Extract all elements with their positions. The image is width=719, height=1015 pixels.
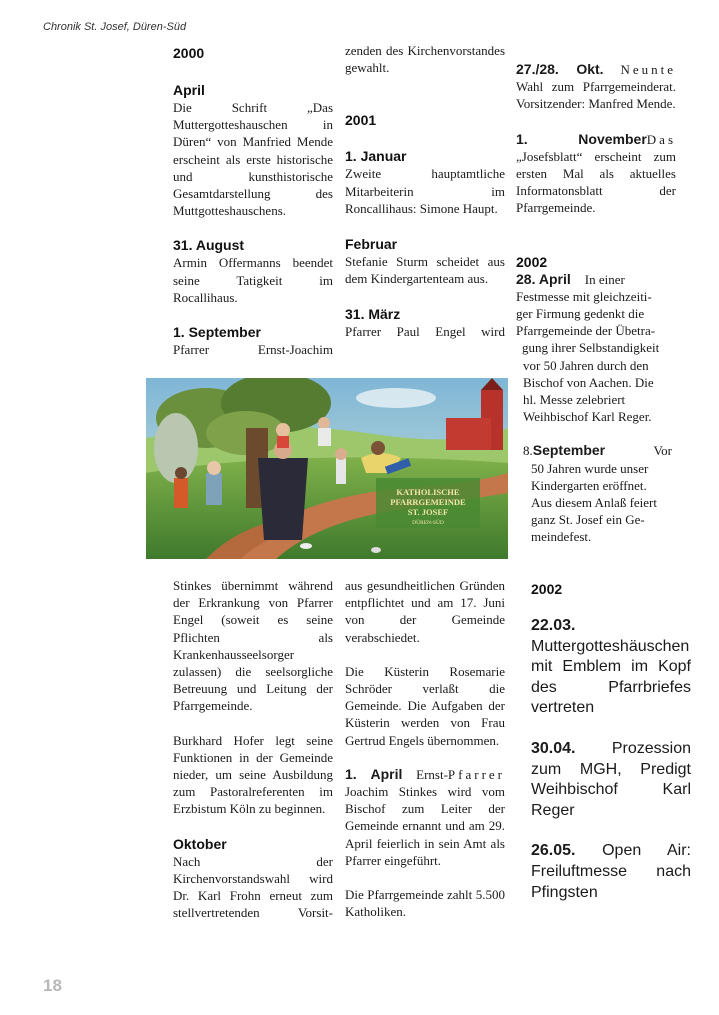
entry-text: Ernst-Joachim Stinkes wird vom Bischof zum Leiter der Gemeinde ernannt und am 29. April feierlich in sein Amt als Pfarrer eingeführt.: [345, 766, 505, 868]
event-text: Open Air: Freiluftmesse nach Pfingsten: [531, 842, 691, 901]
page-number: 18: [43, 976, 62, 995]
paragraph: Die Pfarrgemeinde zahlt 5.500 Katholiken.: [345, 887, 505, 920]
year-heading: 2000: [173, 45, 205, 61]
entry-text: Pfarrer Paul Engel wird: [345, 324, 505, 340]
running-title: Chronik St. Josef, Düren-Süd: [43, 21, 187, 33]
parish-illustration: [146, 378, 508, 559]
entry-heading: 1. November: [516, 130, 647, 147]
column-2-bottom: [345, 577, 505, 920]
column-3: [516, 61, 676, 546]
entry-heading: Februar: [345, 236, 398, 253]
year-heading: 2002: [516, 253, 548, 270]
entry-number: 8.: [523, 443, 533, 459]
entry-line: Weihbischof Karl Reger.: [523, 409, 652, 425]
event-text: Muttergotteshäuschen mit Emblem im Kopf des Pfarrbriefes vertreten: [531, 637, 691, 717]
entry-line: Pfarrgemeinde der Übetra-: [516, 323, 656, 339]
entry-text: Armin Offermanns beendet seine Tatigkeit im Rocallihaus.: [173, 255, 333, 305]
entry-line: ger Firmung gedenkt die: [516, 306, 645, 322]
entry-line: hl. Messe zelebriert: [523, 392, 626, 408]
sign-line-3: ST. JOSEF: [407, 507, 449, 517]
illustration-art: [146, 378, 508, 559]
entry-text: Wahl zum Pfarrgemeinderat. Vorsitzender: Manfred Mende.: [516, 79, 676, 112]
column-1-bottom: [173, 577, 333, 921]
sign-line-4: DÜREN-SÜD: [412, 520, 444, 526]
event-date: 30.04.: [531, 739, 576, 757]
entry-text: Vor: [653, 443, 672, 459]
entry-heading: 27./28. Okt.: [516, 61, 604, 77]
column-1-top: [173, 44, 333, 358]
entry-line: In einer: [584, 271, 625, 287]
year-heading: 2002: [531, 581, 563, 597]
entry-heading: April: [173, 82, 205, 98]
entry-line: 50 Jahren wurde unser: [531, 460, 649, 476]
paragraph: Burkhard Hofer legt seine Funktionen in der Gemeinde nieder, um seine Ausbildung zum Pastoralreferenten im Erzbistum Köln zu beginnen.: [173, 732, 333, 817]
entry-line: vor 50 Jahren durch den: [523, 357, 649, 373]
column-2-top: [345, 42, 505, 341]
entry-line: gung ihrer Selbstandigkeit: [522, 340, 660, 356]
entry-heading: 28. April: [516, 270, 571, 287]
continued-text: zenden des Kirchenvorstandes gewahlt.: [345, 43, 505, 76]
spaced-word: Neunte: [620, 62, 677, 77]
entry-heading: 1. April: [345, 765, 403, 782]
entry-text: Pfarrer Ernst-Joachim: [173, 342, 333, 358]
paragraph: aus gesundheitlichen Gründen entpflichtet und am 17. Juni von der Gemeinde verabschiedet.: [345, 578, 505, 645]
entry-text: „Josefsblatt“ erscheint zum ersten Mal als aktuelles Informatonsblatt der Pfarrgemeinde.: [516, 148, 676, 216]
entry-heading: 1. September: [173, 324, 261, 341]
entry-line: meindefest.: [531, 529, 592, 545]
entry-text: Nach der Kirchenvorstandswahl wird Dr. Karl Frohn erneut zum stellvertretenden Vorsit-: [173, 853, 333, 921]
event-date: 26.05.: [531, 842, 576, 860]
entry-heading: Oktober: [173, 835, 227, 852]
paragraph: Die Küsterin Rosemarie Schröder verlaßt die Gemeinde. Die Aufgaben der Küsterin werden von Frau Gertrud Engels übernommen.: [345, 663, 505, 748]
entry-heading: 31. August: [173, 237, 245, 254]
spaced-word: Pfarrer: [447, 766, 505, 782]
entry-line: Festmesse mit gleichzeiti-: [516, 288, 652, 304]
entry-text: Stefanie Sturm scheidet aus dem Kindergartenteam aus.: [345, 254, 505, 287]
year-heading: 2001: [345, 112, 377, 129]
entry-heading: 31. März: [345, 306, 401, 323]
entry-heading: September: [532, 442, 606, 459]
sign-line-2: PFARRGEMEINDE: [390, 497, 466, 507]
entry-text: Zweite hauptamtliche Mitarbeiterin im Roncallihaus: Simone Haupt.: [345, 166, 505, 216]
event-text: Prozession zum MGH, Predigt Weihbischof Karl Reger: [531, 739, 691, 819]
column-3-lower: [531, 580, 691, 903]
event-date: 22.03.: [531, 617, 576, 634]
spaced-word: Das: [646, 131, 676, 147]
paragraph: Stinkes übernimmt während der Erkrankung von Pfarrer Engel (soweit es seine Pflichten als Krankenhausseelsorger zulassen) die seelsorgliche Betreuung und Leitung der Pfarrgemeinde.: [173, 578, 333, 714]
entry-line: Aus diesem Anlaß feiert: [531, 495, 657, 511]
entry-line: Bischof von Aachen. Die: [523, 374, 654, 390]
entry-line: ganz St. Josef ein Ge-: [531, 512, 645, 528]
entry-heading: 1. Januar: [345, 148, 407, 165]
entry-line: Kindergarten eröffnet.: [531, 477, 647, 493]
entry-text: Die Schrift „Das Muttergotteshauschen in Düren“ von Manfried Mende erscheint als erste historische und kunsthistorische Gesamtdarstellung des Muttgotteshauschens.: [173, 100, 333, 219]
sign-line-1: KATHOLISCHE: [396, 487, 460, 497]
